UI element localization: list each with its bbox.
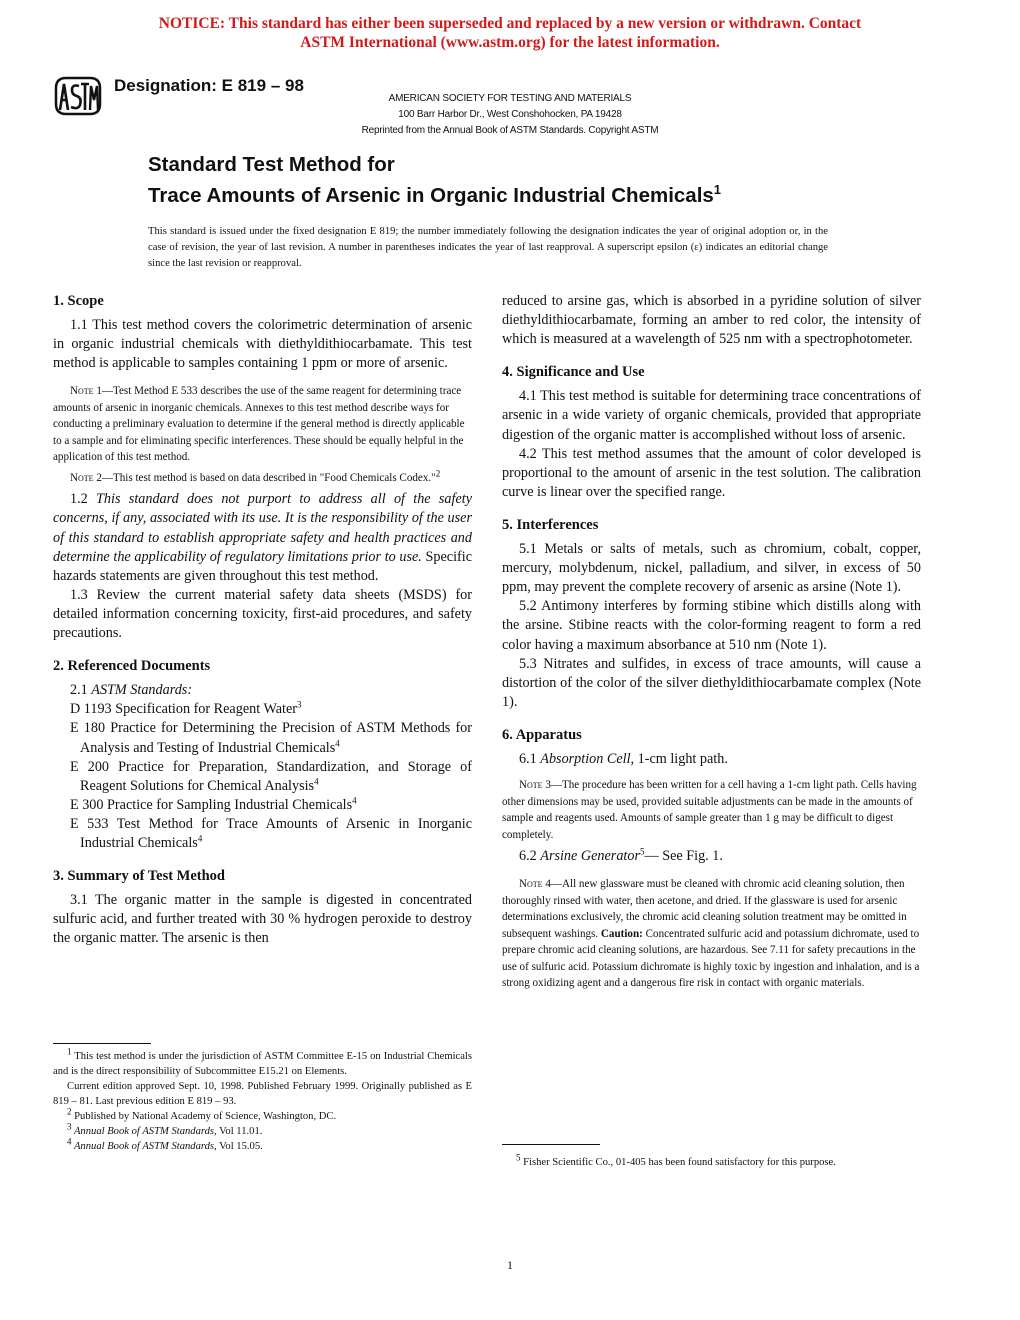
paragraph-number: 6.1 [519,750,541,767]
footnote-ref: 4 [197,833,203,844]
reference-text: E 200 Practice for Preparation, Standardization, and Storage of Reagent Solutions for Chemical Analysis [70,758,472,794]
note-2-text: 2—This test method is based on data described in "Food Chemicals Codex." [93,471,436,484]
footnote-marker: 1 [67,1046,72,1057]
footnote-marker: 2 [67,1106,72,1117]
paragraph-1-3: 1.3 Review the current material safety data sheets (MSDS) for detailed information concerning toxicity, first-aid procedures, and safety precautions. [53,586,472,642]
footnotes-right [502,1152,921,1170]
footnote-2-text: Published by National Academy of Science, Washington, DC. [71,1111,337,1122]
paragraph-3-1: 3.1 The organic matter in the sample is digested in concentrated sulfuric acid, and further treated with 30 % hydrogen peroxide to destroy the organic matter. The arsenic is then [53,892,472,947]
note-4 [502,876,921,992]
reference-item [53,700,472,719]
footnote-ref: 4 [314,775,319,786]
paragraph-6-1-rest: 1-cm light path. [634,750,728,767]
title-text: Trace Amounts of Arsenic in Organic Industrial Chemicals [148,183,714,207]
footnote-ref: 2 [435,468,441,479]
reference-text: E 300 Practice for Sampling Industrial Chemicals [70,796,353,813]
paragraph-3-1-continued: reduced to arsine gas, which is absorbed in a pyridine solution of silver diethyldithiocarbamate, forming an amber to red color, the intensity of which is measured at a wavelength of 525 nm with a spectrophotometer. [502,293,921,348]
supersession-notice [0,14,1020,52]
note-3 [502,777,921,843]
notice-line-2: ASTM International (www.astm.org) for the latest information. [300,34,720,51]
note-label: Note [519,878,543,891]
reference-text: E 533 Test Method for Trace Amounts of Arsenic in Inorganic Industrial Chemicals [70,815,472,851]
reference-item [53,719,472,757]
reference-text: D 1193 Specification for Reagent Water [70,701,297,718]
paragraph-2-1 [53,681,472,700]
paragraph-6-1 [502,750,921,769]
page-number: 1 [507,1258,513,1272]
footnote-1-text: This test method is under the jurisdiction of ASTM Committee E-15 on Industrial Chemicals and is the direct responsibility of Subcommittee E15.21 on Elements. [53,1051,472,1077]
safety-statement: This standard does not purport to address all of the safety concerns, if any, associated with its use. It is the responsibility of the user of this standard to establish appropriate safety and health practices and determine the applicability of regulatory limitations prior to use. [53,491,472,565]
paragraph-5-3: 5.3 Nitrates and sulfides, in excess of trace amounts, will cause a distortion of the color of the silver diethyldithiocarbamate complex (Note 1). [502,655,921,710]
footnote-rule-right [502,1144,600,1145]
notice-line-1: NOTICE: This standard has either been superseded and replaced by a new version or withdrawn. Contact [158,15,862,32]
arsine-generator-term: Arsine Generator [540,848,640,865]
footnote-3-title: Annual Book of ASTM Standards [71,1126,215,1137]
paragraph-number: 6.2 [519,848,541,865]
document-title [148,152,721,208]
paragraph-5-1: 5.1 Metals or salts of metals, such as chromium, cobalt, copper, mercury, molybdenum, nickel, palladium, and silver, in excess of 50 ppm, may prevent the complete recovery of arsenic as arsine (Note 1). [502,541,921,596]
footnote-4-title: Annual Book of ASTM Standards [71,1141,215,1152]
footnote-rule-left [53,1043,151,1044]
paragraph-number: 1.2 [70,491,97,508]
note-label: Note [70,471,94,484]
reference-item [53,796,472,815]
footnote-ref: 3 [296,699,302,710]
note-label: Note [70,385,94,398]
footnote-1-edition: Current edition approved Sept. 10, 1998. Published February 1999. Originally published as E 819 – 81. Last previous edition E 819 – 93. [53,1081,472,1107]
section-summary-heading: 3. Summary of Test Method [53,868,225,885]
publisher-reprint: Reprinted from the Annual Book of ASTM Standards. Copyright ASTM [361,125,659,136]
right-column [502,292,921,996]
footnote-5-text: Fisher Scientific Co., 01-405 has been found satisfactory for this purpose. [520,1157,836,1168]
paragraph-4-2: 4.2 This test method assumes that the amount of color developed is proportional to the amount of arsenic in the test solution. The calibration curve is linear over the specified range. [502,445,921,500]
title-footnote-ref: 1 [713,182,722,197]
left-column [53,292,472,948]
reference-item [53,815,472,853]
issue-statement: This standard is issued under the fixed designation E 819; the number immediately following the designation indicates the year of original adoption or, in the case of revision, the year of last revision. A number in parentheses indicates the year of last reapproval. A superscript epsilon (ε) indicates an editorial change since the last revision or reapproval. [148,226,828,269]
publisher-block [310,91,710,139]
footnote-3-volume: , Vol 11.01. [214,1126,263,1137]
footnote-2 [53,1106,472,1124]
title-line-1: Standard Test Method for [148,153,395,176]
publisher-address: 100 Barr Harbor Dr., West Conshohocken, PA 19428 [398,109,622,120]
section-interferences-heading: 5. Interferences [502,516,599,533]
section-referenced-heading: 2. Referenced Documents [53,658,211,675]
reference-text: E 180 Practice for Determining the Precision of ASTM Methods for Analysis and Testing of Industrial Chemicals [70,720,472,756]
footnote-ref: 4 [335,737,340,748]
astm-standards-label: ASTM Standards: [91,682,193,699]
astm-logo-icon [52,74,104,118]
footnote-marker: 5 [516,1152,521,1163]
footnote-4 [53,1136,472,1154]
section-significance-heading: 4. Significance and Use [502,364,645,381]
footnote-marker: 4 [67,1136,72,1147]
paragraph-1-2 [53,490,472,585]
caution-label: Caution: [600,927,643,940]
paragraph-5-2: 5.2 Antimony interferes by forming stibine which distills along with the arsine. Stibine reacts with the color-forming reagent to form a red color having a maximum absorbance at 510 nm (Note 1). [502,598,921,653]
publisher-name: AMERICAN SOCIETY FOR TESTING AND MATERIALS [388,93,632,104]
footnote-3 [53,1121,472,1139]
title-line-2 [148,177,721,208]
paragraph-number: 2.1 [70,682,92,699]
paragraph-1-2-rest: Specific hazards statements are given throughout this test method. [53,548,473,584]
footnote-5 [502,1152,921,1170]
footnote-4-volume: , Vol 15.05. [214,1141,263,1152]
note-4-text-a: 4—All new glassware must be cleaned with chromic acid cleaning solution, then thoroughly rinsed with water, then acetone, and dried. If the glassware is used for arsenic determinations exclusively, the chromic acid cleaning solution treatment may be omitted in subsequent washings. [502,878,907,940]
footnote-marker: 3 [67,1121,72,1132]
absorption-cell-term: Absorption Cell, [540,750,635,767]
paragraph-1-1: 1.1 This test method covers the colorimetric determination of arsenic in organic industrial chemicals with diethyldithiocarbamate. This test method is applicable to samples containing 1 ppm or more of arsenic. [53,317,472,372]
note-1 [53,383,472,466]
footnotes-left [53,1046,472,1154]
section-scope-heading: 1. Scope [53,293,104,309]
note-4-text-b: Concentrated sulfuric acid and potassium dichromate, used to prepare chromic acid cleaning solutions, are hazardous. See 7.11 for safety precautions in the use of sulfuric acid. Potassium dichromate is highly toxic by ingestion and inhalation, and is a strong oxidizing agent and a dangerous fire risk in contact with organic materials. [502,927,920,990]
note-1-text: 1—Test Method E 533 describes the use of the same reagent for determining trace amounts of arsenic in inorganic chemicals. Annexes to this test method describe ways for conducting a preliminary evaluation to determine if the general method is directly applicable to a sample and for eliminating specific interferences. These should be equally helpful in the application of this test method. [53,385,465,464]
footnote-ref: 5 [639,846,645,857]
reference-item [53,758,472,796]
designation: Designation: E 819 – 98 [114,76,304,95]
footnote-1 [53,1046,472,1079]
paragraph-6-2-rest: — See Fig. 1. [644,848,723,865]
note-2 [53,470,472,487]
note-label: Note [519,779,543,792]
footnote-ref: 4 [352,795,357,806]
paragraph-6-2 [502,847,921,866]
note-3-text: 3—The procedure has been written for a cell having a 1-cm light path. Cells having other dimensions may be used, provided suitable adjustments can be made in the amounts of sample and reagents used. Amounts of sample greater than 1 g may be difficult to digest completely. [502,779,917,841]
paragraph-4-1: 4.1 This test method is suitable for determining trace concentrations of arsenic in a wide variety of organic chemicals, provided that appropriate digestion of the organic matter is accomplished without loss of arsenic. [502,388,921,443]
section-apparatus-heading: 6. Apparatus [502,726,582,743]
